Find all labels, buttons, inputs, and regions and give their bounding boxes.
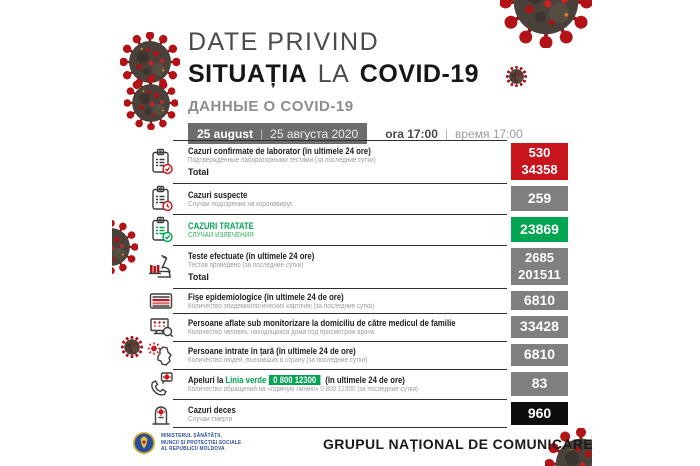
row-subtitle-ru: СЛУЧАИ ИЗЛЕЧЕНИЯ: [188, 231, 254, 239]
microscope-tests-icon: [145, 245, 177, 288]
ministry-line-3: AL REPUBLICII MOLDOVA: [161, 446, 225, 453]
ministry-line-2: MUNCII ȘI PROTECȚIEI SOCIALE: [161, 439, 242, 446]
clipboard-confirmed-icon: [145, 140, 177, 183]
value: 6810: [523, 291, 556, 308]
row-subtitle-ru: Количество обращений на «горячую линию» 0 800 12300 (за последние сутки): [188, 386, 419, 393]
total-label: Total: [188, 272, 209, 282]
stat-row-monitoring: [145, 313, 568, 341]
row-subtitle-ru: Количество эпидемиологических карточек (за последние сутки): [188, 302, 375, 310]
coronavirus-illustration-small-left: [121, 336, 143, 358]
value: 23869: [520, 220, 559, 237]
hotline-suffix: (în ultimele 24 de ore): [323, 375, 405, 385]
row-title-hotline: [188, 375, 408, 385]
page-title-line1: DATE PRIVIND: [188, 28, 380, 56]
stat-row-epi-cards: [145, 288, 568, 313]
row-title: Cazuri deces: [188, 404, 236, 415]
value: 259: [527, 189, 552, 206]
row-title: Persoane aflate sub monitorizare la domiciliu de către medicul de familie: [188, 318, 456, 328]
date-russian: 25 августа 2020: [270, 126, 359, 141]
row-title: Cazuri confirmate de laborator (în ultimele 24 ore): [188, 146, 371, 156]
ministry-line-1: MINISTERUL SĂNĂTĂȚII,: [161, 432, 222, 439]
hotline-number-badge: 0 800 12300: [269, 375, 321, 385]
row-subtitle-ru: Случаи подозрения на коронавирус: [188, 200, 293, 208]
page-title-line2: [188, 60, 523, 89]
linia-verde-label: Linia verde: [225, 375, 267, 385]
value: 960: [527, 404, 552, 421]
value-24h: 530: [528, 145, 551, 161]
row-subtitle-ru: Подтверждённые лабораторными тестами (за последние сутки): [188, 157, 376, 164]
row-title: Persoane intrate în țară (în ultimele 24 de ore): [188, 346, 356, 356]
row-title: CAZURI TRATATE: [188, 220, 254, 231]
map-entry-icon: [145, 341, 177, 369]
time-romanian: ora 17:00: [385, 126, 438, 141]
row-subtitle-ru: Тестов проведено (за последние сутки): [188, 262, 304, 269]
row-title: Fișe epidemiologice (în ultimele 24 de ore): [188, 291, 344, 302]
coronavirus-illustration-top-left-2: [124, 76, 178, 130]
stat-row-deaths: [145, 399, 568, 428]
row-title: Cazuri suspecte: [188, 189, 248, 200]
title-situatia: SITUAȚIA: [188, 60, 308, 88]
phone-hotline-icon: [145, 369, 177, 399]
value-24h: 2685: [525, 250, 554, 266]
header: [188, 28, 523, 144]
value-box-recovered: [511, 217, 568, 242]
title-covid19: COVID-19: [359, 60, 480, 88]
value-box-entries: [511, 344, 568, 366]
value-box-confirmed: [511, 143, 568, 180]
coronavirus-illustration-left-clipped: [112, 218, 138, 276]
stat-row-hotline: [145, 369, 568, 399]
stat-row-tests: [145, 245, 568, 288]
value: 83: [531, 375, 548, 392]
value: 33428: [520, 318, 559, 335]
value-total: 201511: [518, 266, 561, 282]
value-box-hotline: [511, 372, 568, 396]
value-box-deaths: [511, 402, 568, 425]
time-russian: время 17:00: [455, 126, 523, 141]
time-separator: |: [444, 126, 449, 141]
stat-row-entries: [145, 341, 568, 369]
time-box: [385, 127, 523, 141]
row-subtitle-ru: Случаи смерти: [188, 415, 233, 423]
clipboard-recovered-icon: [145, 214, 177, 245]
tombstone-icon: [145, 399, 177, 428]
value-box-monitoring: [511, 316, 568, 338]
stat-row-confirmed: [145, 140, 568, 183]
statistics-table: [145, 140, 568, 428]
title-la: LA: [317, 60, 350, 88]
epidemiology-card-icon: [145, 288, 177, 313]
value-total: 34358: [521, 161, 558, 177]
monitoring-screen-icon: [145, 313, 177, 341]
value-box-tests: [511, 248, 568, 285]
ministry-emblem-icon: [132, 431, 156, 455]
communication-group-title: GRUPUL NAȚIONAL DE COMUNICARE: [323, 436, 594, 452]
value: 6810: [523, 346, 556, 363]
clipboard-pending-icon: [145, 183, 177, 214]
row-subtitle-ru: Количество человек, находящихся дома под присмотром врача: [188, 329, 375, 336]
ministry-logo-block: [132, 431, 246, 455]
page-title-russian: ДАННЫЕ О COVID-19: [188, 98, 354, 115]
date-romanian: 25 august: [197, 126, 254, 141]
value-box-suspected: [511, 186, 568, 211]
stat-row-suspected: [145, 183, 568, 214]
row-title: Teste efectuate (în ultimele 24 ore): [188, 251, 315, 261]
stat-row-recovered: [145, 214, 568, 245]
total-label: Total: [188, 167, 209, 177]
row-subtitle-ru: Количество людей, въехавших в страну (за последние сутки): [188, 357, 368, 364]
date-separator: |: [260, 126, 264, 141]
ministry-name: [161, 433, 241, 453]
hotline-prefix: Apeluri la: [188, 375, 226, 385]
value-box-epi-cards: [511, 291, 568, 310]
